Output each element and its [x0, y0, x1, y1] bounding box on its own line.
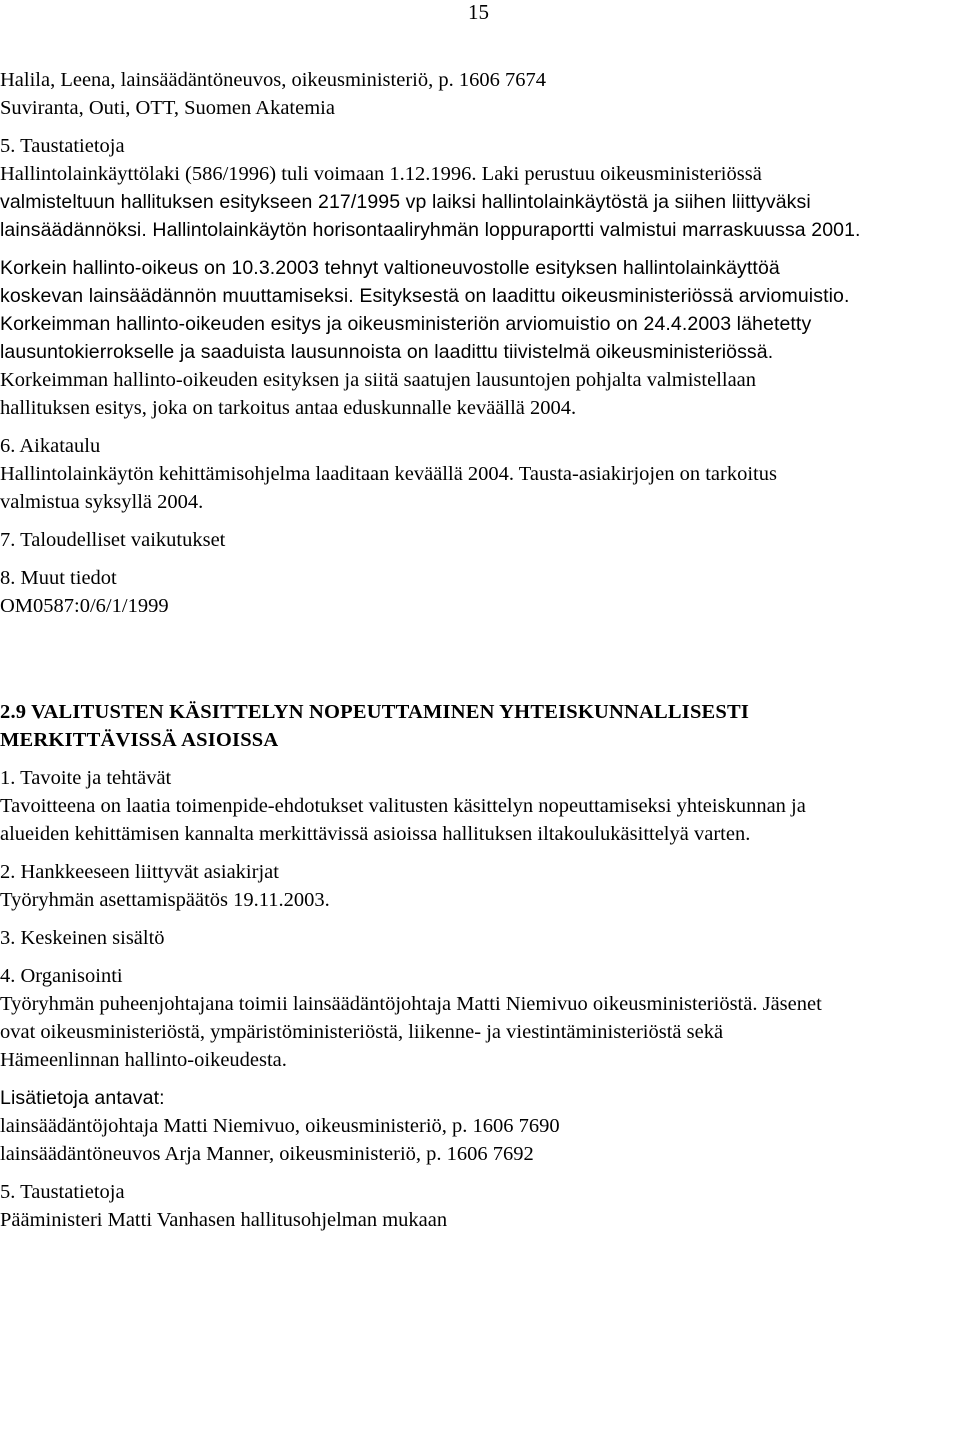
- paragraph-line: Tavoitteena on laatia toimenpide-ehdotukset valitusten käsittelyn nopeuttamiseksi yhteiskunnan ja: [0, 795, 806, 817]
- document-body: [0, 66, 950, 1234]
- paragraph-line: lausuntokierrokselle ja saaduista lausunnoista on laadittu tiivistelmä oikeusministeriössä.: [0, 341, 774, 363]
- paragraph-line: Hallintolainkäytön kehittämisohjelma laaditaan keväällä 2004. Tausta-asiakirjojen on tarkoitus: [0, 463, 777, 485]
- section-heading-taloudelliset: 7. Taloudelliset vaikutukset: [0, 529, 226, 551]
- paragraph-line: ovat oikeusministeriöstä, ympäristöministeriöstä, liikenne- ja viestintäministeriöstä sekä: [0, 1021, 724, 1043]
- paragraph-line: valmisteltuun hallituksen esitykseen 217/1995 vp laiksi hallintolainkäytöstä ja siihen liittyväksi: [0, 191, 811, 213]
- major-heading: 2.9 VALITUSTEN KÄSITTELYN NOPEUTTAMINEN YHTEISKUNNALLISESTI: [0, 701, 750, 723]
- section-heading-aikataulu: 6. Aikataulu: [0, 435, 101, 457]
- paragraph-line: Pääministeri Matti Vanhasen hallitusohjelman mukaan: [0, 1209, 448, 1231]
- paragraph-line: Korkeimman hallinto-oikeuden esityksen ja siitä saatujen lausuntojen pohjalta valmistellaan: [0, 369, 757, 391]
- page-number: 15: [468, 0, 489, 24]
- contact-line: Halila, Leena, lainsäädäntöneuvos, oikeusministeriö, p. 1606 7674: [0, 69, 546, 91]
- info-label: Lisätietoja antavat:: [0, 1087, 165, 1109]
- paragraph-line: Hämeenlinnan hallinto-oikeudesta.: [0, 1049, 287, 1071]
- paragraph-line: koskevan lainsäädännön muuttamiseksi. Esityksestä on laadittu oikeusministeriössä arviomuistio.: [0, 285, 850, 307]
- paragraph-line: Hallintolainkäyttölaki (586/1996) tuli voimaan 1.12.1996. Laki perustuu oikeusministeriössä: [0, 163, 762, 185]
- section-heading-keskeinen: 3. Keskeinen sisältö: [0, 927, 165, 949]
- section-heading-organisointi: 4. Organisointi: [0, 965, 123, 987]
- paragraph-line: Korkein hallinto-oikeus on 10.3.2003 tehnyt valtioneuvostolle esityksen hallintolainkäyttöä: [0, 257, 780, 279]
- section-heading-tavoite: 1. Tavoite ja tehtävät: [0, 767, 172, 789]
- section-heading-hankkeeseen: 2. Hankkeeseen liittyvät asiakirjat: [0, 861, 279, 883]
- section-heading-muut-tiedot: 8. Muut tiedot: [0, 567, 117, 589]
- reference-code: OM0587:0/6/1/1999: [0, 595, 169, 617]
- paragraph-line: lainsäädännöksi. Hallintolainkäytön horisontaaliryhmän loppuraportti valmistui marraskuussa 2001.: [0, 219, 861, 241]
- contact-line: Suviranta, Outi, OTT, Suomen Akatemia: [0, 97, 335, 119]
- paragraph-line: Korkeimman hallinto-oikeuden esitys ja oikeusministeriön arviomuistio on 24.4.2003 lähetetty: [0, 313, 812, 335]
- contact-line: lainsäädäntöjohtaja Matti Niemivuo, oikeusministeriö, p. 1606 7690: [0, 1115, 560, 1137]
- section-heading-taustatietoja: 5. Taustatietoja: [0, 135, 125, 157]
- paragraph-line: valmistua syksyllä 2004.: [0, 491, 204, 513]
- major-heading: MERKITTÄVISSÄ ASIOISSA: [0, 729, 279, 751]
- paragraph-line: hallituksen esitys, joka on tarkoitus antaa eduskunnalle keväällä 2004.: [0, 397, 577, 419]
- section-heading-taustatietoja: 5. Taustatietoja: [0, 1181, 125, 1203]
- paragraph-line: Työryhmän puheenjohtajana toimii lainsäädäntöjohtaja Matti Niemivuo oikeusministeriöstä. Jäsenet: [0, 993, 822, 1015]
- paragraph-line: alueiden kehittämisen kannalta merkittävissä asioissa hallituksen iltakoulukäsittelyä varten.: [0, 823, 751, 845]
- contact-line: lainsäädäntöneuvos Arja Manner, oikeusministeriö, p. 1606 7692: [0, 1143, 534, 1165]
- paragraph-line: Työryhmän asettamispäätös 19.11.2003.: [0, 889, 330, 911]
